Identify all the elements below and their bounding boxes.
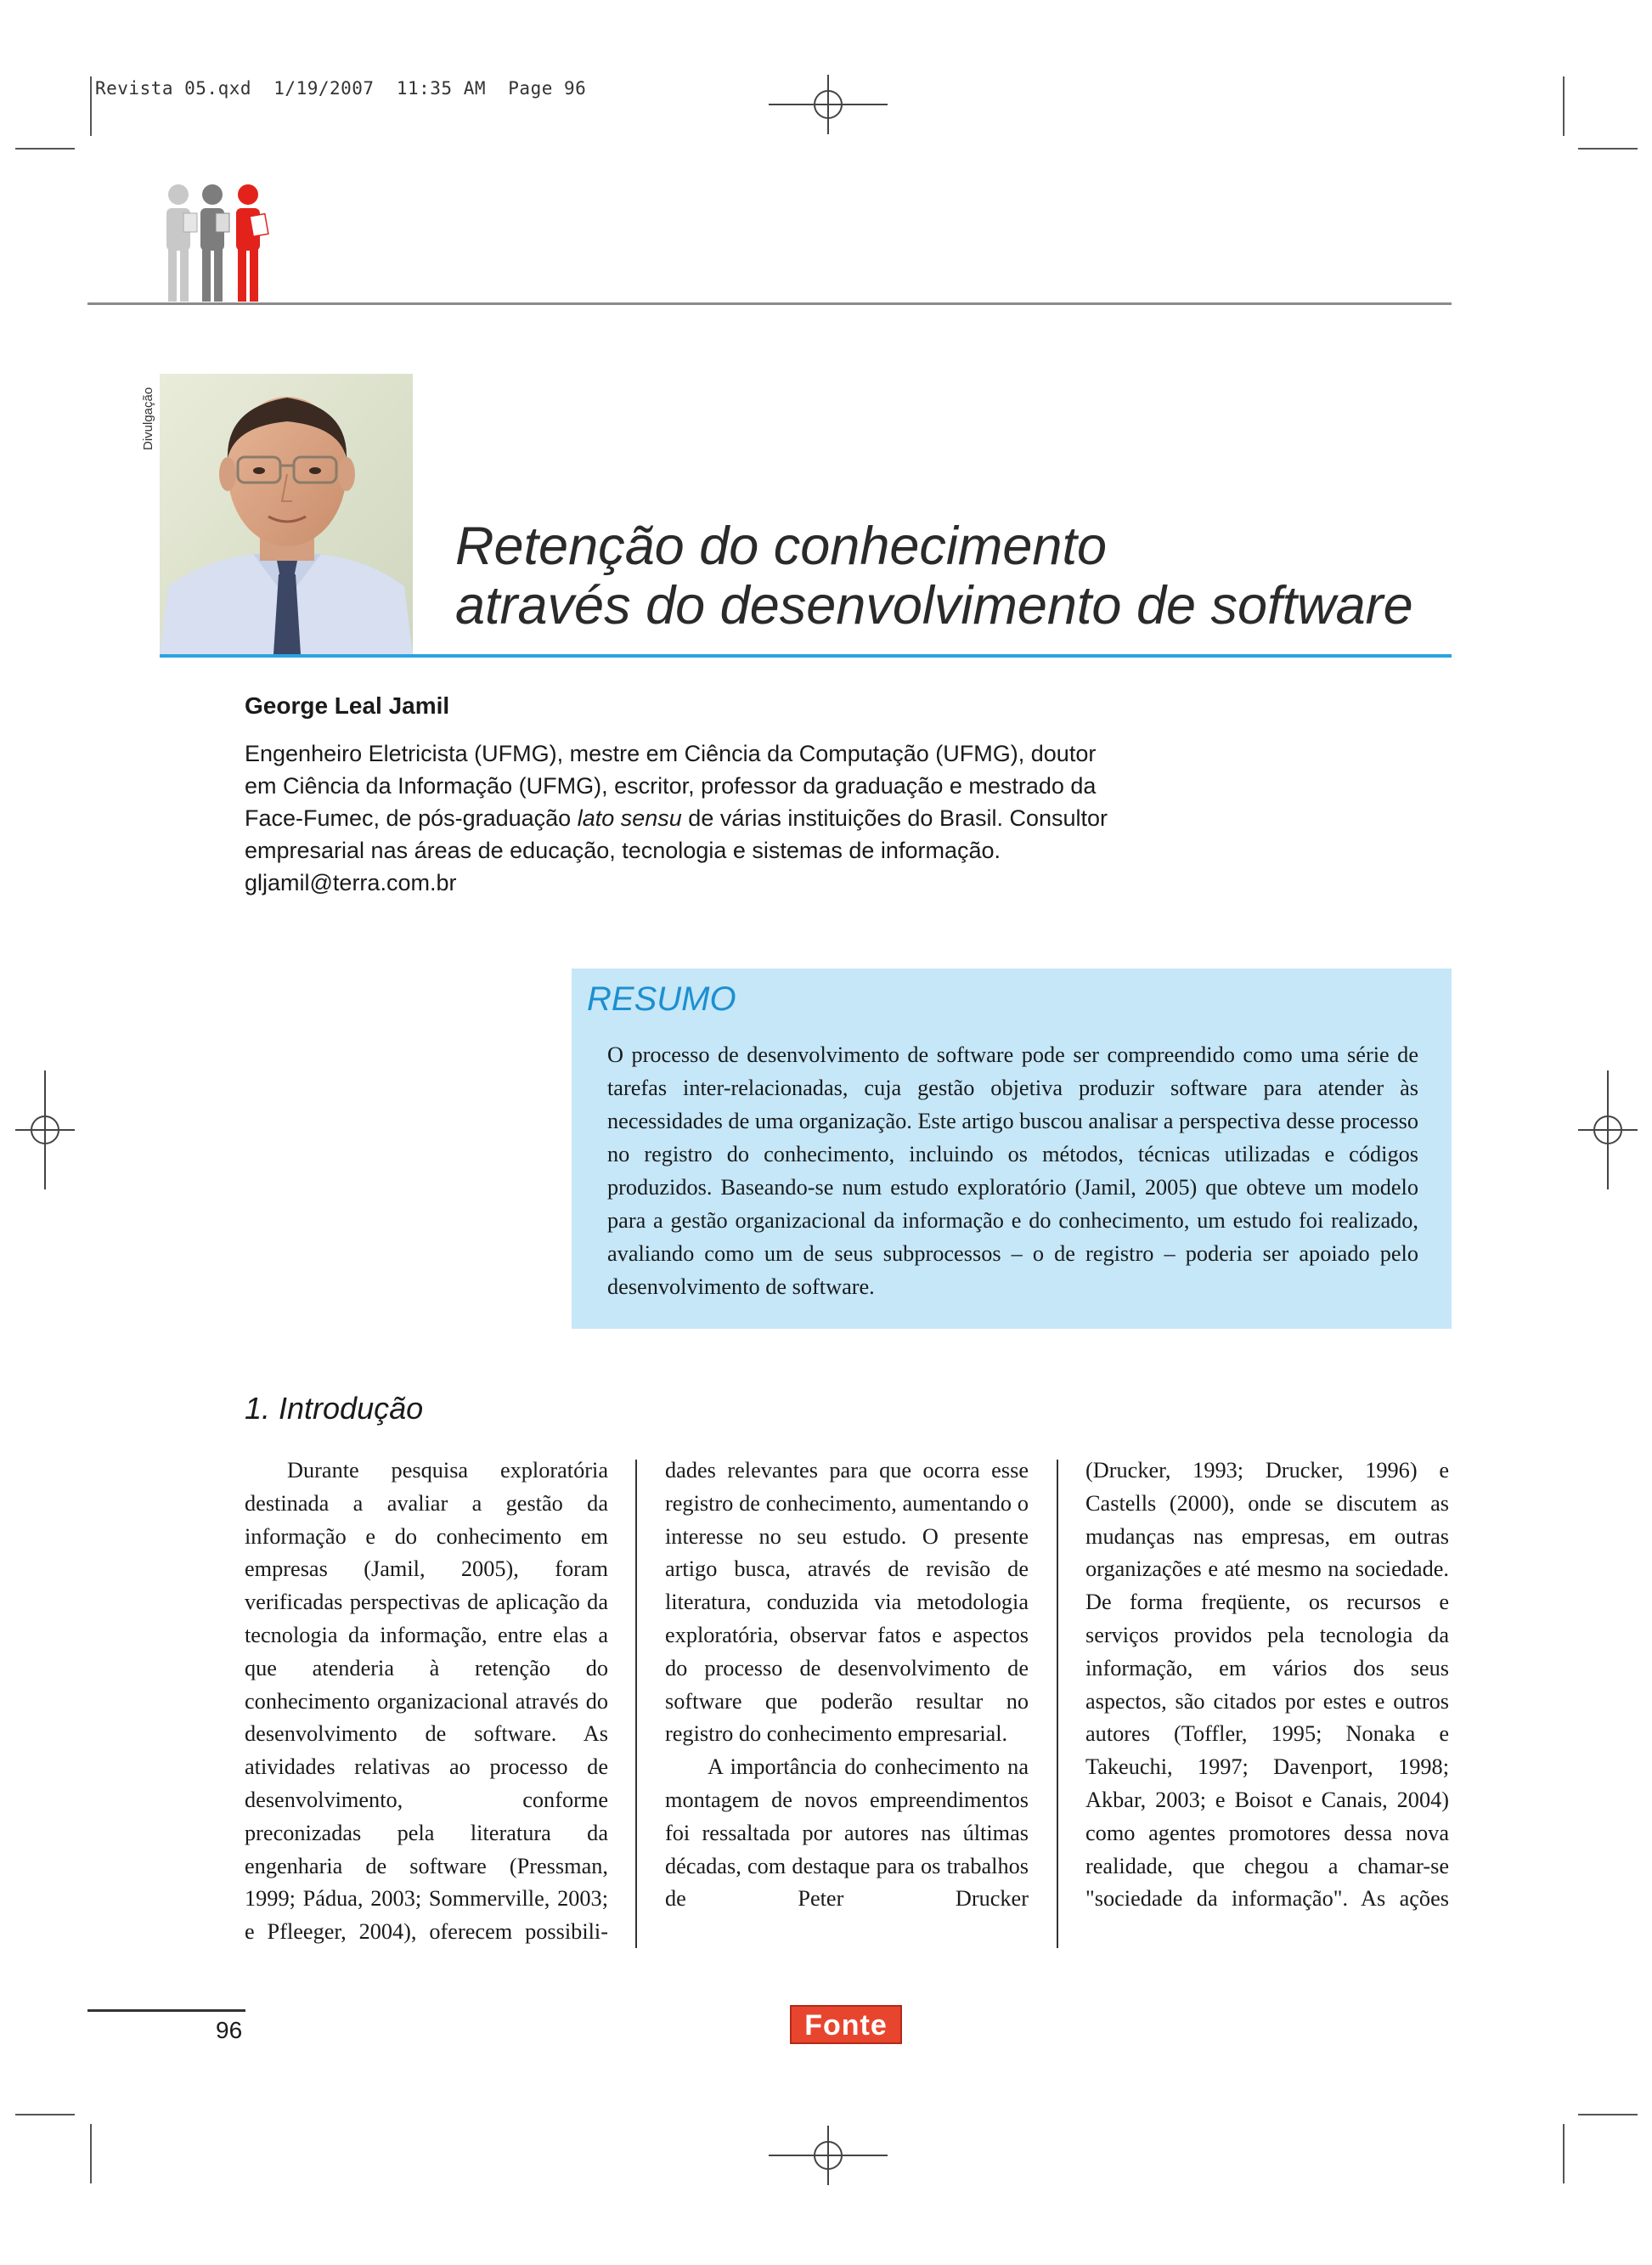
- article-title: [455, 517, 1457, 635]
- crop-mark: [15, 2114, 75, 2115]
- page-number: 96: [216, 2017, 243, 2043]
- crop-mark: [1578, 148, 1638, 150]
- abstract-heading: RESUMO: [587, 980, 736, 1018]
- crop-mark: [1563, 76, 1565, 136]
- footer-rule: [87, 2009, 245, 2012]
- registration-mark-icon: [769, 2126, 888, 2185]
- author-bio: [245, 737, 1204, 899]
- column-divider: [635, 1460, 637, 1948]
- crop-mark: [1578, 2114, 1638, 2115]
- author-bio-text: de várias instituições do Brasil. Consultor: [681, 805, 1108, 831]
- text-column-2: [665, 1454, 1029, 1916]
- author-bio-line: [245, 802, 1204, 834]
- author-bio-italic: lato sensu: [577, 805, 682, 831]
- paragraph: (Drucker, 1993; Drucker, 1996) e Castells (2000), onde se discutem as mudanças nas empresas, em outras organizações e até mesmo na sociedade. De forma freqüente, os recursos e serviços providos pela tecnologia da informação, em vários dos seus aspectos, são citados por estes e outros autores (Toffler, 1995; Nonaka e Takeuchi, 1997; Davenport, 1998; Akbar, 2003; e Boisot e Canais, 2004) como agentes promotores dessa nova realidade, que chegou a chamar-se "sociedade da informação". As ações: [1085, 1458, 1449, 1912]
- photo-credit-text: Divulgação: [141, 387, 155, 450]
- registration-mark-icon: [15, 1070, 75, 1189]
- header-rule: [87, 302, 1452, 305]
- photo-credit: [129, 374, 155, 459]
- author-bio-text: Face-Fumec, de pós-graduação: [245, 805, 578, 831]
- author-name: George Leal Jamil: [245, 692, 450, 719]
- paragraph: A importância do conhecimento na montagem de novos empreendimentos foi ressaltada por autores nas últimas décadas, com destaque para os trabalhos de Peter Drucker: [665, 1754, 1029, 1912]
- crop-mark: [90, 2124, 92, 2183]
- fonte-logo: [790, 2005, 902, 2044]
- people-section-icon: [160, 183, 287, 303]
- crop-mark: [1563, 2124, 1565, 2183]
- text-column-3: [1085, 1454, 1449, 1916]
- author-bio-line: Engenheiro Eletricista (UFMG), mestre em Ciência da Computação (UFMG), doutor: [245, 741, 1097, 766]
- author-photo: [160, 374, 413, 654]
- text-column-1: [245, 1454, 608, 1949]
- title-rule: [160, 654, 1452, 658]
- registration-mark-icon: [769, 75, 888, 134]
- registration-mark-icon: [1578, 1070, 1638, 1189]
- author-email[interactable]: gljamil@terra.com.br: [245, 870, 457, 895]
- author-bio-line: em Ciência da Informação (UFMG), escritor, professor da graduação e mestrado da: [245, 773, 1097, 799]
- printer-slug: Revista 05.qxd 1/19/2007 11:35 AM Page 96: [95, 78, 587, 99]
- section-heading: 1. Introdução: [245, 1391, 424, 1426]
- paragraph: Durante pesquisa exploratória destinada a avaliar a gestão da informação e do conhecimento em empresas (Jamil, 2005), foram verificadas perspectivas de aplicação da tecnologia da informação, entre elas a que atenderia à retenção do conhecimento organizacional através do desenvolvimento de software. As atividades relativas ao processo de desenvolvimento, conforme preconizadas pela literatura da engenharia de software (Pressman, 1999; Pádua, 2003; Sommerville, 2003; e Pfleeger, 2004), oferecem possibili-: [245, 1458, 608, 1945]
- column-divider: [1057, 1460, 1058, 1948]
- author-bio-line: empresarial nas áreas de educação, tecnologia e sistemas de informação.: [245, 838, 1001, 863]
- abstract-box: [572, 969, 1452, 1329]
- article-title-line1: Retenção do conhecimento: [455, 517, 1108, 576]
- paragraph: dades relevantes para que ocorra esse registro de conhecimento, aumentando o interesse no seu estudo. O presente artigo busca, através de revisão de literatura, conduzida via metodologia exploratória, observar fatos e aspectos do processo de desenvolvimento de software que poderão resultar no registro do conhecimento empresarial.: [665, 1458, 1029, 1747]
- crop-mark: [90, 76, 92, 136]
- abstract-text: O processo de desenvolvimento de software pode ser compreendido como uma série de tarefas inter-relacionadas, cuja gestão objetiva produzir software para atender às necessidades de uma organização. Este artigo buscou analisar a perspectiva desse processo no registro do conhecimento, incluindo os métodos, técnicas utilizadas e códigos produzidos. Baseando-se num estudo exploratório (Jamil, 2005) que obteve um modelo para a gestão organizacional da informação e do conhecimento, um estudo foi realizado, avaliando como um de seus subprocessos – o de registro – poderia ser apoiado pelo desenvolvimento de software.: [607, 1042, 1418, 1299]
- article-title-line2: através do desenvolvimento de software: [455, 576, 1413, 635]
- fonte-logo-text: Fonte: [804, 2009, 888, 2042]
- crop-mark: [15, 148, 75, 150]
